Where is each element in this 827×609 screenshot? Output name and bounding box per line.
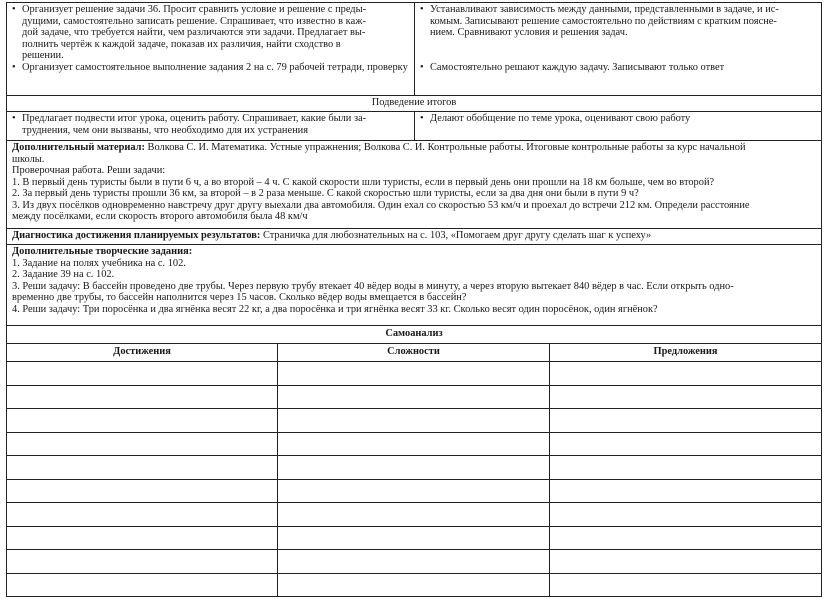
bullet-icon: • bbox=[420, 4, 424, 15]
table-cell bbox=[7, 526, 278, 550]
table-cell bbox=[550, 573, 822, 597]
task-line: 4. Реши задачу: Три поросёнка и два ягнёнка весят 22 кг, а два поросёнка и три ягнёнка весят 33 кг. Сколько весят один поросёнок, один ягнёнок? bbox=[12, 303, 658, 315]
table-cell bbox=[7, 362, 278, 386]
text-line: решении. bbox=[22, 50, 64, 61]
student-summary-cell bbox=[415, 112, 822, 141]
section-heading: Подведение итогов bbox=[7, 96, 822, 112]
student-activity-cell bbox=[415, 3, 822, 96]
text-line: Организует решение задачи 36. Просит сравнить условие и решение с преды- bbox=[22, 4, 367, 15]
text-line: Устанавливают зависимость между данными, представленными в задаче, и ис- bbox=[430, 4, 779, 15]
table-cell bbox=[278, 362, 550, 386]
table-cell bbox=[278, 432, 550, 456]
table-cell bbox=[7, 503, 278, 527]
diagnostics-row bbox=[7, 229, 822, 245]
table-cell bbox=[278, 479, 550, 503]
table-row bbox=[7, 503, 822, 527]
table-row bbox=[7, 456, 822, 480]
table-cell bbox=[278, 409, 550, 433]
creative-row bbox=[7, 245, 822, 326]
text-line: труднения, чем они вызваны, что необходимо для их устранения bbox=[22, 124, 309, 136]
table-cell bbox=[278, 456, 550, 480]
task-line: между посёлками, если скорость второго автомобиля была 48 км/ч bbox=[12, 211, 308, 222]
analysis-title: Самоанализ bbox=[7, 326, 822, 344]
teacher-summary-cell bbox=[7, 112, 415, 141]
table-cell bbox=[7, 550, 278, 574]
table-cell bbox=[550, 456, 822, 480]
bullet-icon: • bbox=[12, 4, 16, 15]
lesson-table bbox=[6, 2, 822, 326]
text-inline: Страничка для любознательных на с. 103, «Помогаем друг другу сделать шаг к успеху» bbox=[262, 230, 652, 241]
activity-row bbox=[7, 3, 822, 96]
text-line: нием. Сравнивают условия и решения задач. bbox=[430, 27, 628, 38]
task-line: 3. Из двух посёлков одновременно навстречу друг другу выехали два автомобиля. Один ехал со скоростью 53 км/ч и проехал до встречи 212 км. Определи расстояние bbox=[12, 199, 750, 211]
table-cell bbox=[550, 503, 822, 527]
table-cell bbox=[550, 479, 822, 503]
table-row bbox=[7, 573, 822, 597]
table-row bbox=[7, 385, 822, 409]
extra-material-cell bbox=[7, 141, 822, 229]
text-block: Организует самостоятельное выполнение задания 2 на с. 79 рабочей тетради, проверку bbox=[22, 61, 408, 73]
table-row bbox=[7, 479, 822, 503]
table-cell bbox=[278, 503, 550, 527]
diagnostics-cell bbox=[7, 229, 822, 245]
table-cell bbox=[7, 479, 278, 503]
table-cell bbox=[550, 385, 822, 409]
self-analysis-table bbox=[6, 325, 822, 597]
table-cell bbox=[278, 550, 550, 574]
analysis-header-row bbox=[7, 344, 822, 362]
bullet-icon: • bbox=[12, 113, 16, 124]
text-line: школы. bbox=[12, 153, 45, 165]
text-line: Проверочная работа. Реши задачи: bbox=[12, 165, 166, 176]
task-line: 2. Задание 39 на с. 102. bbox=[12, 269, 115, 280]
bullet-icon: • bbox=[420, 113, 424, 124]
table-row bbox=[7, 362, 822, 386]
bullet-icon: • bbox=[12, 61, 16, 73]
task-line: 3. Реши задачу: В бассейн проведено две трубы. Через первую трубу втекает 40 вёдер воды в минуту, а через вторую вытекает 840 вёдер в час. Если открыть одно- bbox=[12, 280, 734, 292]
summary-header-row bbox=[7, 96, 822, 112]
column-header-difficulties: Сложности bbox=[278, 344, 550, 362]
task-line: 1. В первый день туристы были в пути 6 ч, а во второй – 4 ч. С какой скорости шли туристы, если в первый день они прошли на 18 км больше, чем во второй? bbox=[12, 176, 715, 188]
text-line: Предлагает подвести итог урока, оценить работу. Спрашивает, какие были за- bbox=[22, 113, 367, 124]
table-cell bbox=[7, 385, 278, 409]
summary-row bbox=[7, 112, 822, 141]
table-cell bbox=[7, 573, 278, 597]
table-cell bbox=[550, 409, 822, 433]
table-cell bbox=[278, 573, 550, 597]
table-cell bbox=[550, 362, 822, 386]
creative-cell bbox=[7, 245, 822, 326]
table-cell bbox=[550, 526, 822, 550]
column-header-proposals: Предложения bbox=[550, 344, 822, 362]
table-cell bbox=[7, 432, 278, 456]
text-inline: Волкова С. И. Математика. Устные упражнения; Волкова С. И. Контрольные работы. Итоговые контрольные работы за курс начальной bbox=[147, 142, 746, 153]
table-cell bbox=[278, 526, 550, 550]
text-line: комым. Записывают решение самостоятельно по действиям с кратким поясне- bbox=[430, 15, 777, 27]
teacher-activity-cell bbox=[7, 3, 415, 96]
table-row bbox=[7, 409, 822, 433]
text-block: Делают обобщение по теме урока, оценивают свою работу bbox=[430, 113, 691, 124]
section-label: Дополнительный материал: bbox=[12, 142, 145, 153]
task-line: 1. Задание на полях учебника на с. 102. bbox=[12, 257, 186, 269]
table-cell bbox=[550, 432, 822, 456]
table-row bbox=[7, 526, 822, 550]
text-block: Самостоятельно решают каждую задачу. Записывают только ответ bbox=[430, 61, 725, 73]
table-row bbox=[7, 550, 822, 574]
task-line: 2. За первый день туристы прошли 36 км, за второй – в 2 раза меньше. С какой скоростью шли туристы, если за два дня они были в пути 9 ч? bbox=[12, 188, 639, 199]
table-cell bbox=[550, 550, 822, 574]
lesson-plan-page bbox=[6, 2, 821, 597]
column-header-achievements: Достижения bbox=[7, 344, 278, 362]
bullet-icon: • bbox=[420, 61, 424, 73]
table-cell bbox=[278, 385, 550, 409]
table-cell bbox=[7, 409, 278, 433]
text-line: дущими, самостоятельно записать решение. Спрашивает, что известно в кaж- bbox=[22, 15, 366, 27]
task-line: временно две трубы, то бассейн наполнится через 15 часов. Сколько вёдер воды вмещается в бассейн? bbox=[12, 292, 467, 303]
table-row bbox=[7, 432, 822, 456]
section-label: Диагностика достижения планируемых результатов: bbox=[12, 230, 261, 241]
text-line: полнить чертёж к каждой задаче, показав их различия, найти сходство в bbox=[22, 38, 341, 50]
text-line: дой задаче, что требуется найти, чем различаются эти задачи. Предлагает вы- bbox=[22, 27, 366, 38]
analysis-title-row bbox=[7, 326, 822, 344]
extra-material-row bbox=[7, 141, 822, 229]
section-label: Дополнительные творческие задания: bbox=[12, 246, 193, 257]
table-cell bbox=[7, 456, 278, 480]
